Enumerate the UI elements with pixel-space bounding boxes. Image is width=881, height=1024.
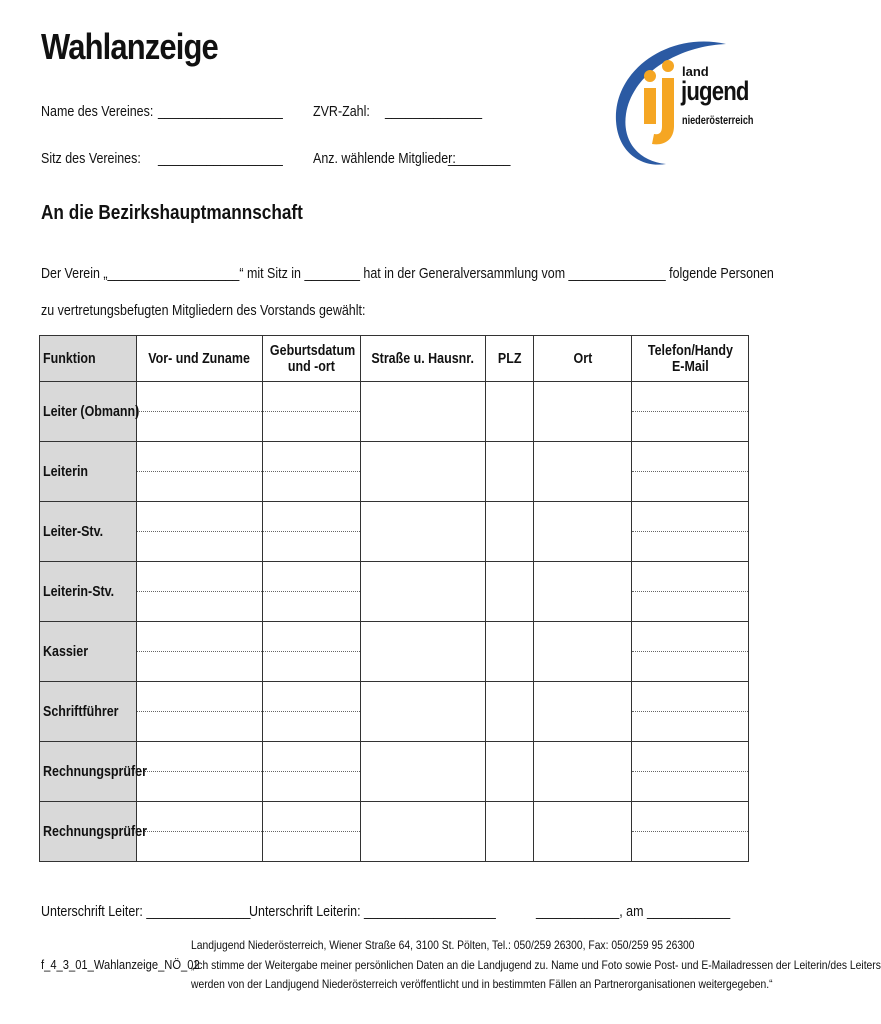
ort-cell[interactable]: [534, 502, 632, 562]
signature-leiter-field[interactable]: _______________: [146, 904, 251, 920]
signature-leiterin-field[interactable]: ___________________: [364, 904, 496, 920]
contact-cell[interactable]: [632, 742, 749, 802]
contact-cell[interactable]: [632, 502, 749, 562]
street-cell[interactable]: [361, 802, 486, 862]
form-id: f_4_3_01_Wahlanzeige_NÖ_02: [41, 957, 200, 972]
name-cell[interactable]: [137, 442, 263, 502]
zvr-label: ZVR-Zahl:: [313, 104, 370, 120]
table-row: [40, 382, 749, 442]
role-leiterin: Leiterin: [40, 442, 137, 502]
role-leiterin-stv: Leiterin-Stv.: [40, 562, 137, 622]
sitz-field[interactable]: __________________: [158, 151, 283, 167]
col-header-plz: PLZ: [486, 336, 534, 382]
signature-leiterin-label: Unterschrift Leiterin:: [249, 904, 361, 920]
plz-cell[interactable]: [486, 622, 534, 682]
contact-cell[interactable]: [632, 622, 749, 682]
name-label: Name des Vereines:: [41, 104, 154, 120]
name-cell[interactable]: [137, 682, 263, 742]
birth-cell[interactable]: [263, 802, 361, 862]
consent-line-2: werden von der Landjugend Niederösterreich veröffentlicht und in bestimmten Fällen an Partnerorganisationen weitergegeben.“: [191, 977, 773, 991]
logo-word-noe: niederösterreich: [682, 113, 754, 127]
page-title: Wahlanzeige: [41, 26, 218, 67]
contact-cell[interactable]: [632, 382, 749, 442]
logo-word-jugend: jugend: [681, 76, 749, 106]
role-kassier: Kassier: [40, 622, 137, 682]
plz-cell[interactable]: [486, 382, 534, 442]
consent-line-1: „Ich stimme der Weitergabe meiner persönlichen Daten an die Landjugend zu. Name und Foto sowie Post- und E-Mailadressen der Leiterin/des Leiters: [191, 958, 881, 972]
role-rechnungspruefer-1: Rechnungsprüfer: [40, 742, 137, 802]
role-leiter-stv: Leiter-Stv.: [40, 502, 137, 562]
section-heading: An die Bezirkshauptmannschaft: [41, 202, 303, 224]
birth-cell[interactable]: [263, 502, 361, 562]
birth-cell[interactable]: [263, 382, 361, 442]
signature-leiter-label: Unterschrift Leiter:: [41, 904, 143, 920]
street-cell[interactable]: [361, 682, 486, 742]
table-row: [40, 682, 749, 742]
ort-cell[interactable]: [534, 442, 632, 502]
logo-word-land: land: [682, 64, 709, 79]
ort-cell[interactable]: [534, 682, 632, 742]
plz-cell[interactable]: [486, 562, 534, 622]
statement-line-2: zu vertretungsbefugten Mitgliedern des Vorstands gewählt:: [41, 303, 366, 319]
street-cell[interactable]: [361, 502, 486, 562]
plz-cell[interactable]: [486, 442, 534, 502]
plz-cell[interactable]: [486, 682, 534, 742]
role-schriftfuehrer: Schriftführer: [40, 682, 137, 742]
name-cell[interactable]: [137, 802, 263, 862]
contact-cell[interactable]: [632, 682, 749, 742]
table-row: [40, 562, 749, 622]
verein-blank[interactable]: ___________________: [107, 266, 240, 282]
ort-cell[interactable]: [534, 742, 632, 802]
name-cell[interactable]: [137, 502, 263, 562]
street-cell[interactable]: [361, 622, 486, 682]
col-header-name: Vor- und Zuname: [137, 336, 263, 382]
table-row: [40, 802, 749, 862]
place-field[interactable]: ____________: [536, 904, 620, 920]
name-cell[interactable]: [137, 742, 263, 802]
statement-text: hat in der Generalversammlung vom: [359, 266, 569, 282]
contact-cell[interactable]: [632, 802, 749, 862]
ort-cell[interactable]: [534, 802, 632, 862]
signature-leiterin: [249, 904, 496, 920]
birth-cell[interactable]: [263, 442, 361, 502]
col-header-funktion: Funktion: [40, 336, 137, 382]
role-leiter: Leiter (Obmann): [40, 382, 137, 442]
sitz-label: Sitz des Vereines:: [41, 151, 141, 167]
birth-cell[interactable]: [263, 622, 361, 682]
zvr-field[interactable]: ______________: [385, 104, 483, 120]
contact-cell[interactable]: [632, 562, 749, 622]
statement-text: folgende Personen: [665, 266, 774, 282]
table-row: [40, 742, 749, 802]
table-row: [40, 622, 749, 682]
name-cell[interactable]: [137, 562, 263, 622]
col-header-ort: Ort: [534, 336, 632, 382]
table-row: [40, 442, 749, 502]
footer-address: Landjugend Niederösterreich, Wiener Straße 64, 3100 St. Pölten, Tel.: 050/259 26300, Fax: 050/259 95 26300: [191, 938, 695, 952]
street-cell[interactable]: [361, 382, 486, 442]
street-cell[interactable]: [361, 742, 486, 802]
am-label: , am: [619, 904, 644, 920]
col-header-telefon: Telefon/Handy E-Mail: [632, 336, 749, 382]
name-cell[interactable]: [137, 622, 263, 682]
plz-cell[interactable]: [486, 502, 534, 562]
statement-line-1: [41, 266, 774, 282]
landjugend-logo: [608, 36, 758, 171]
members-field[interactable]: _________: [448, 151, 511, 167]
ort-cell[interactable]: [534, 382, 632, 442]
birth-cell[interactable]: [263, 682, 361, 742]
date-blank[interactable]: ______________: [568, 266, 666, 282]
plz-cell[interactable]: [486, 742, 534, 802]
role-rechnungspruefer-2: Rechnungsprüfer: [40, 802, 137, 862]
street-cell[interactable]: [361, 442, 486, 502]
col-header-strasse: Straße u. Hausnr.: [361, 336, 486, 382]
birth-cell[interactable]: [263, 742, 361, 802]
ort-cell[interactable]: [534, 622, 632, 682]
name-field[interactable]: __________________: [158, 104, 283, 120]
ort-cell[interactable]: [534, 562, 632, 622]
street-cell[interactable]: [361, 562, 486, 622]
date-field[interactable]: ____________: [646, 904, 731, 920]
table-header-row: [40, 336, 749, 382]
contact-cell[interactable]: [632, 442, 749, 502]
place-date: [536, 904, 730, 920]
birth-cell[interactable]: [263, 562, 361, 622]
members-label: Anz. wählende Mitglieder:: [313, 151, 456, 167]
plz-cell[interactable]: [486, 802, 534, 862]
signature-line: [41, 904, 250, 920]
name-cell[interactable]: [137, 382, 263, 442]
table-row: [40, 502, 749, 562]
col-header-geburt: Geburtsdatum und -ort: [263, 336, 361, 382]
statement-text: “ mit Sitz in: [239, 266, 305, 282]
sitz-blank[interactable]: ________: [304, 266, 360, 282]
statement-text: Der Verein „: [41, 266, 108, 282]
board-members-table: [39, 335, 749, 862]
